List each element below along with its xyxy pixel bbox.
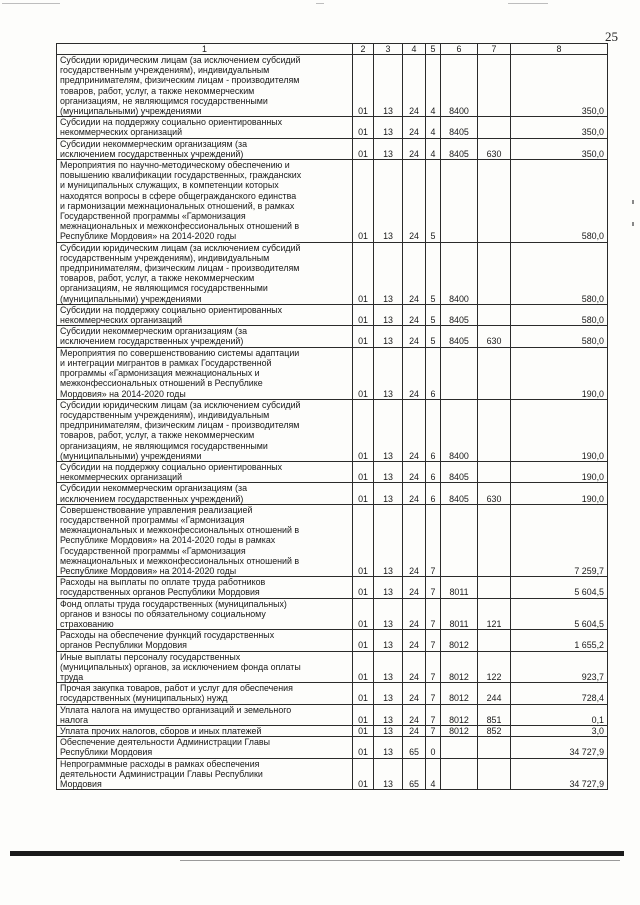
cell-program: 24 xyxy=(403,347,426,399)
column-header: 1 xyxy=(57,44,353,55)
cell-amount: 190,0 xyxy=(511,399,608,461)
table-row xyxy=(57,461,608,482)
cell-subsection: 13 xyxy=(374,726,403,737)
cell-section: 01 xyxy=(353,347,374,399)
column-header: 6 xyxy=(441,44,478,55)
scan-edge-mark xyxy=(632,222,634,226)
cell-target-item: 8405 xyxy=(441,326,478,347)
page-bottom-thin-rule xyxy=(180,860,620,861)
cell-target-item xyxy=(441,504,478,576)
cell-expense-type xyxy=(478,347,511,399)
cell-program: 24 xyxy=(403,304,426,325)
table-row xyxy=(57,704,608,725)
cell-program: 24 xyxy=(403,598,426,630)
cell-amount: 0,1 xyxy=(511,704,608,725)
cell-target-item: 8405 xyxy=(441,138,478,159)
cell-target-item: 8405 xyxy=(441,461,478,482)
cell-name: Обеспечение деятельности Администрации Главы Республики Мордовия xyxy=(57,737,353,758)
cell-amount: 3,0 xyxy=(511,726,608,737)
cell-expense-type xyxy=(478,242,511,304)
cell-expense-type xyxy=(478,630,511,651)
cell-amount: 350,0 xyxy=(511,117,608,138)
cell-subsection: 13 xyxy=(374,504,403,576)
cell-amount: 190,0 xyxy=(511,347,608,399)
cell-program: 65 xyxy=(403,737,426,758)
cell-section: 01 xyxy=(353,138,374,159)
cell-subsection: 13 xyxy=(374,737,403,758)
cell-target-item: 8012 xyxy=(441,683,478,704)
cell-target-item: 8012 xyxy=(441,704,478,725)
cell-name: Субсидии юридическим лицам (за исключением субсидий государственным учреждениям), индивидуальным предпринимателям, физическим лицам - производителям товаров, работ, услуг, а также некоммерческим организациям, не являющимся государственными (муниципальными) учреждениями xyxy=(57,55,353,117)
cell-expense-type: 851 xyxy=(478,704,511,725)
cell-section: 01 xyxy=(353,683,374,704)
cell-expense-type xyxy=(478,577,511,598)
cell-expense-type xyxy=(478,304,511,325)
cell-target-item: 8011 xyxy=(441,598,478,630)
table-row xyxy=(57,598,608,630)
cell-program: 24 xyxy=(403,651,426,683)
cell-subsection: 13 xyxy=(374,651,403,683)
cell-amount: 5 604,5 xyxy=(511,577,608,598)
cell-expense-type xyxy=(478,758,511,790)
cell-program: 65 xyxy=(403,758,426,790)
column-header: 5 xyxy=(426,44,441,55)
cell-program: 24 xyxy=(403,483,426,504)
cell-name: Расходы на обеспечение функций государственных органов Республики Мордовия xyxy=(57,630,353,651)
cell-target-item xyxy=(441,737,478,758)
cell-name: Субсидии на поддержку социально ориентированных некоммерческих организаций xyxy=(57,461,353,482)
cell-name: Субсидии некоммерческим организациям (за исключением государственных учреждений) xyxy=(57,483,353,504)
cell-subsection: 13 xyxy=(374,577,403,598)
scan-edge-mark xyxy=(632,200,634,204)
budget-table xyxy=(56,43,608,790)
cell-target-item: 8400 xyxy=(441,55,478,117)
table-row xyxy=(57,326,608,347)
cell-subsection: 13 xyxy=(374,242,403,304)
cell-section: 01 xyxy=(353,504,374,576)
cell-subprogram: 7 xyxy=(426,651,441,683)
column-header: 3 xyxy=(374,44,403,55)
cell-name: Субсидии юридическим лицам (за исключением субсидий государственным учреждениям), индивидуальным предпринимателям, физическим лицам - производителям товаров, работ, услуг, а также некоммерческим организациям, не являющимся государственными (муниципальными) учреждениями xyxy=(57,399,353,461)
cell-section: 01 xyxy=(353,242,374,304)
cell-program: 24 xyxy=(403,630,426,651)
cell-name: Субсидии некоммерческим организациям (за исключением государственных учреждений) xyxy=(57,326,353,347)
cell-expense-type: 122 xyxy=(478,651,511,683)
cell-program: 24 xyxy=(403,726,426,737)
cell-expense-type xyxy=(478,55,511,117)
cell-section: 01 xyxy=(353,577,374,598)
cell-subsection: 13 xyxy=(374,461,403,482)
scan-mark xyxy=(316,3,324,4)
cell-program: 24 xyxy=(403,160,426,243)
cell-program: 24 xyxy=(403,704,426,725)
cell-subprogram: 5 xyxy=(426,326,441,347)
cell-name: Мероприятия по научно-методическому обеспечению и повышению квалификации государственных, гражданских и муниципальных служащих, в компетенции которых находятся вопросы в сфере общегражданского единства и гармонизации межнациональных отношений, в рамках Государственной программы «Гармонизация межнациональных и межконфессиональных отношений в Республике Мордовия» на 2014-2020 годы xyxy=(57,160,353,243)
cell-expense-type xyxy=(478,160,511,243)
cell-subsection: 13 xyxy=(374,758,403,790)
cell-name: Непрограммные расходы в рамках обеспечения деятельности Администрации Главы Республики Мордовия xyxy=(57,758,353,790)
column-header: 2 xyxy=(353,44,374,55)
cell-expense-type xyxy=(478,504,511,576)
cell-name: Субсидии на поддержку социально ориентированных некоммерческих организаций xyxy=(57,304,353,325)
cell-subprogram: 4 xyxy=(426,117,441,138)
column-header: 8 xyxy=(511,44,608,55)
cell-amount: 190,0 xyxy=(511,461,608,482)
cell-subprogram: 6 xyxy=(426,399,441,461)
cell-subsection: 13 xyxy=(374,704,403,725)
cell-name: Субсидии юридическим лицам (за исключением субсидий государственным учреждениям), индивидуальным предпринимателям, физическим лицам - производителям товаров, работ, услуг, а также некоммерческим организациям, не являющимся государственными (муниципальными) учреждениями xyxy=(57,242,353,304)
table-row xyxy=(57,304,608,325)
page-bottom-rule xyxy=(10,851,624,856)
cell-section: 01 xyxy=(353,304,374,325)
cell-subprogram: 6 xyxy=(426,461,441,482)
cell-name: Расходы на выплаты по оплате труда работников государственных органов Республики Мордовия xyxy=(57,577,353,598)
cell-subprogram: 7 xyxy=(426,630,441,651)
cell-program: 24 xyxy=(403,117,426,138)
cell-subprogram: 4 xyxy=(426,55,441,117)
cell-program: 24 xyxy=(403,242,426,304)
table-row xyxy=(57,577,608,598)
table-row xyxy=(57,726,608,737)
table-row xyxy=(57,55,608,117)
table-row xyxy=(57,160,608,243)
cell-subsection: 13 xyxy=(374,399,403,461)
cell-name: Уплата прочих налогов, сборов и иных платежей xyxy=(57,726,353,737)
cell-target-item: 8405 xyxy=(441,304,478,325)
cell-section: 01 xyxy=(353,326,374,347)
cell-amount: 350,0 xyxy=(511,55,608,117)
page-number: 25 xyxy=(605,29,618,44)
cell-name: Мероприятия по совершенствованию системы адаптации и интеграции мигрантов в рамках Государственной программы «Гармонизация межнациональных и межконфессиональных отношений в Республике Мордовия» на 2014-2020 годы xyxy=(57,347,353,399)
cell-name: Субсидии некоммерческим организациям (за исключением государственных учреждений) xyxy=(57,138,353,159)
cell-subsection: 13 xyxy=(374,326,403,347)
cell-section: 01 xyxy=(353,758,374,790)
cell-program: 24 xyxy=(403,683,426,704)
table-row xyxy=(57,651,608,683)
cell-expense-type xyxy=(478,737,511,758)
cell-target-item: 8012 xyxy=(441,630,478,651)
cell-program: 24 xyxy=(403,138,426,159)
cell-subsection: 13 xyxy=(374,138,403,159)
table-row xyxy=(57,758,608,790)
cell-subprogram: 7 xyxy=(426,598,441,630)
table-row xyxy=(57,630,608,651)
cell-amount: 350,0 xyxy=(511,138,608,159)
cell-target-item: 8400 xyxy=(441,242,478,304)
cell-expense-type: 630 xyxy=(478,483,511,504)
cell-amount: 580,0 xyxy=(511,326,608,347)
cell-amount: 728,4 xyxy=(511,683,608,704)
cell-amount: 923,7 xyxy=(511,651,608,683)
cell-subprogram: 5 xyxy=(426,242,441,304)
cell-subsection: 13 xyxy=(374,304,403,325)
cell-name: Иные выплаты персоналу государственных (муниципальных) органов, за исключением фонда оплаты труда xyxy=(57,651,353,683)
cell-subprogram: 7 xyxy=(426,577,441,598)
table-row xyxy=(57,138,608,159)
table-row xyxy=(57,483,608,504)
cell-program: 24 xyxy=(403,504,426,576)
cell-amount: 580,0 xyxy=(511,242,608,304)
cell-expense-type: 630 xyxy=(478,326,511,347)
cell-amount: 7 259,7 xyxy=(511,504,608,576)
cell-name: Уплата налога на имущество организаций и земельного налога xyxy=(57,704,353,725)
cell-program: 24 xyxy=(403,577,426,598)
cell-subprogram: 5 xyxy=(426,304,441,325)
cell-target-item: 8012 xyxy=(441,726,478,737)
cell-target-item: 8405 xyxy=(441,117,478,138)
table-row xyxy=(57,347,608,399)
cell-amount: 34 727,9 xyxy=(511,758,608,790)
cell-section: 01 xyxy=(353,704,374,725)
cell-target-item: 8405 xyxy=(441,483,478,504)
table-row xyxy=(57,504,608,576)
cell-name: Совершенствование управления реализацией государственной программы «Гармонизация межнациональных и межконфессиональных отношений в Республике Мордовия» на 2014-2020 годы в рамках Государственной программы «Гармонизация межнациональных и межконфессиональных отношений в Республике Мордовия» на 2014-2020 годы xyxy=(57,504,353,576)
cell-subsection: 13 xyxy=(374,598,403,630)
cell-amount: 190,0 xyxy=(511,483,608,504)
column-header: 4 xyxy=(403,44,426,55)
cell-subprogram: 0 xyxy=(426,737,441,758)
cell-expense-type: 121 xyxy=(478,598,511,630)
cell-subprogram: 4 xyxy=(426,758,441,790)
cell-program: 24 xyxy=(403,55,426,117)
cell-target-item xyxy=(441,347,478,399)
cell-section: 01 xyxy=(353,598,374,630)
cell-section: 01 xyxy=(353,651,374,683)
cell-program: 24 xyxy=(403,461,426,482)
cell-amount: 5 604,5 xyxy=(511,598,608,630)
table-row xyxy=(57,117,608,138)
cell-section: 01 xyxy=(353,117,374,138)
cell-subsection: 13 xyxy=(374,55,403,117)
cell-target-item: 8011 xyxy=(441,577,478,598)
cell-expense-type xyxy=(478,117,511,138)
cell-subprogram: 7 xyxy=(426,726,441,737)
cell-subprogram: 5 xyxy=(426,160,441,243)
cell-subprogram: 6 xyxy=(426,347,441,399)
cell-subprogram: 7 xyxy=(426,683,441,704)
cell-section: 01 xyxy=(353,630,374,651)
cell-target-item xyxy=(441,160,478,243)
cell-subprogram: 7 xyxy=(426,504,441,576)
cell-subprogram: 6 xyxy=(426,483,441,504)
cell-amount: 34 727,9 xyxy=(511,737,608,758)
cell-section: 01 xyxy=(353,461,374,482)
cell-subprogram: 7 xyxy=(426,704,441,725)
cell-subsection: 13 xyxy=(374,683,403,704)
cell-section: 01 xyxy=(353,737,374,758)
cell-expense-type: 630 xyxy=(478,138,511,159)
cell-name: Субсидии на поддержку социально ориентированных некоммерческих организаций xyxy=(57,117,353,138)
table-body xyxy=(57,55,608,790)
cell-amount: 580,0 xyxy=(511,304,608,325)
cell-amount: 1 655,2 xyxy=(511,630,608,651)
cell-expense-type: 244 xyxy=(478,683,511,704)
cell-subsection: 13 xyxy=(374,347,403,399)
cell-program: 24 xyxy=(403,326,426,347)
cell-program: 24 xyxy=(403,399,426,461)
cell-expense-type: 852 xyxy=(478,726,511,737)
cell-target-item xyxy=(441,758,478,790)
cell-subsection: 13 xyxy=(374,630,403,651)
cell-section: 01 xyxy=(353,55,374,117)
table-row xyxy=(57,737,608,758)
cell-expense-type xyxy=(478,399,511,461)
cell-subprogram: 4 xyxy=(426,138,441,159)
cell-section: 01 xyxy=(353,399,374,461)
scan-mark xyxy=(508,3,548,4)
cell-target-item: 8400 xyxy=(441,399,478,461)
table-row xyxy=(57,242,608,304)
cell-amount: 580,0 xyxy=(511,160,608,243)
cell-subsection: 13 xyxy=(374,160,403,243)
table-row xyxy=(57,399,608,461)
cell-section: 01 xyxy=(353,726,374,737)
cell-name: Фонд оплаты труда государственных (муниципальных) органов и взносы по обязательному социальному страхованию xyxy=(57,598,353,630)
scan-mark xyxy=(2,3,60,4)
column-header: 7 xyxy=(478,44,511,55)
table-row xyxy=(57,683,608,704)
cell-subsection: 13 xyxy=(374,483,403,504)
cell-section: 01 xyxy=(353,483,374,504)
cell-expense-type xyxy=(478,461,511,482)
table-header-row xyxy=(57,44,608,55)
cell-section: 01 xyxy=(353,160,374,243)
cell-subsection: 13 xyxy=(374,117,403,138)
cell-target-item: 8012 xyxy=(441,651,478,683)
cell-name: Прочая закупка товаров, работ и услуг для обеспечения государственных (муниципальных) нужд xyxy=(57,683,353,704)
